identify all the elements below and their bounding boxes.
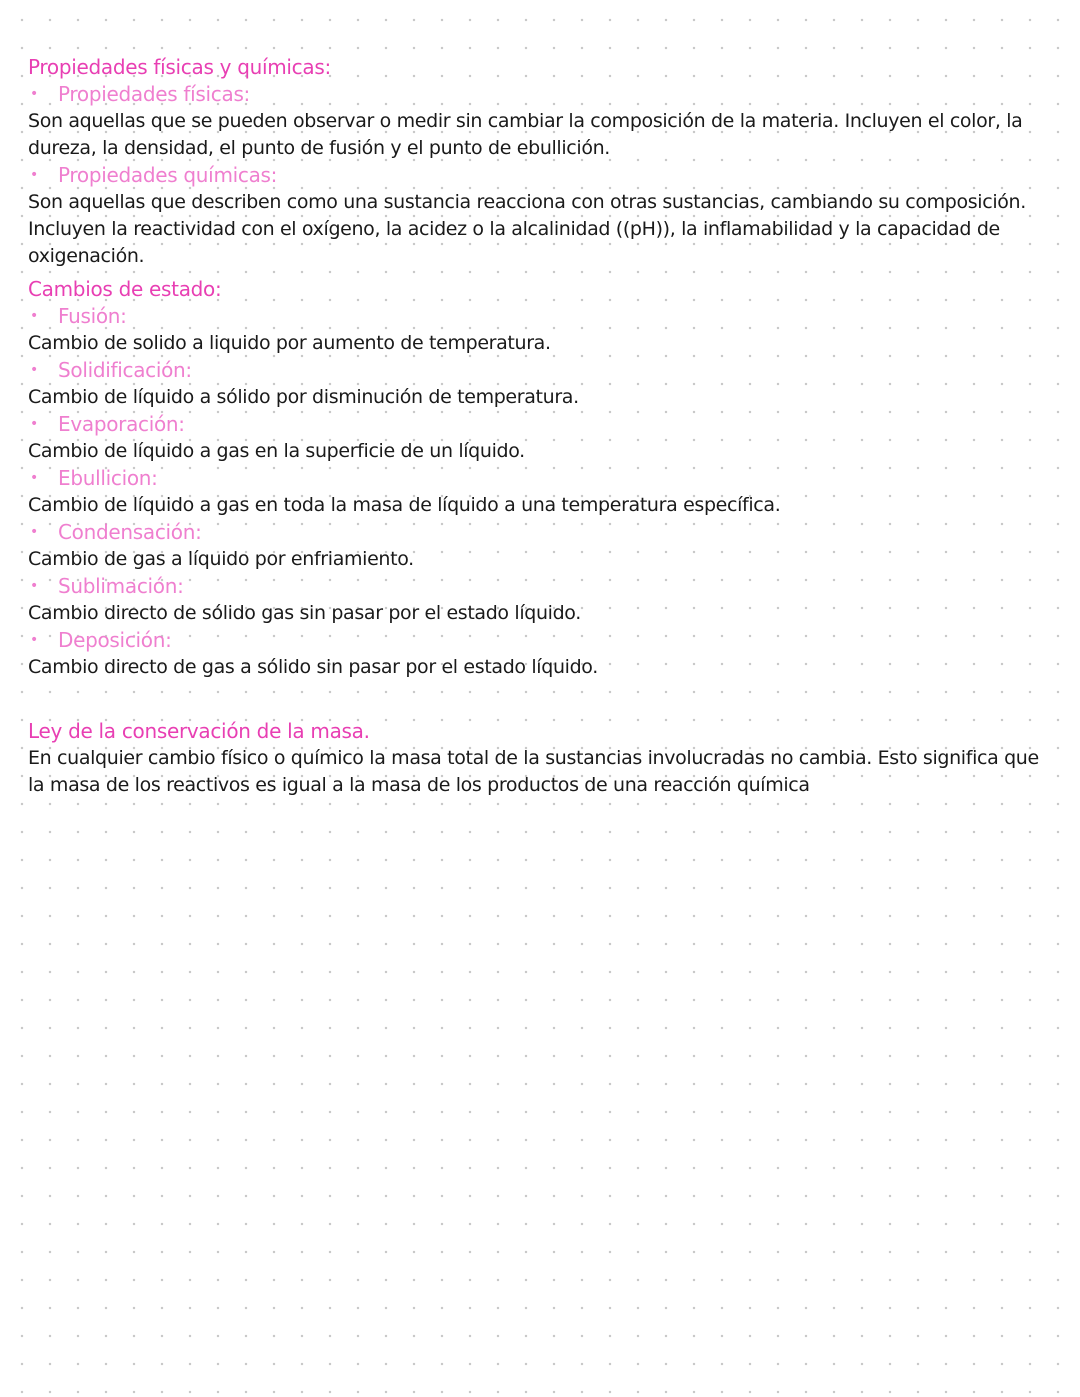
bullet-icon: • xyxy=(30,416,38,432)
paragraph-deposition: Cambio directo de gas a sólido sin pasar por el estado líquido. xyxy=(28,656,598,678)
subheading-fusion: Fusión: xyxy=(58,304,127,328)
bullet-icon: • xyxy=(30,167,38,183)
paragraph-physical-properties: Son aquellas que se pueden observar o medir sin cambiar la composición de la materia. Incluyen el color, la dureza, la densidad, el punto de fusión y el punto de ebullición. xyxy=(28,110,1023,159)
paragraph-chemical-properties: Son aquellas que describen como una sustancia reacciona con otras sustancias, cambiando su composición. Incluyen la reactividad con el oxígeno, la acidez o la alcalinidad ((pH)), la inflamabilidad y la capacidad de oxigenación. xyxy=(28,191,1026,267)
bullet-item xyxy=(28,162,1058,189)
bullet-item xyxy=(28,411,1058,438)
section-heading: Propiedades físicas y químicas: xyxy=(28,55,331,79)
subheading-sublimation: Sublimación: xyxy=(58,574,184,598)
subheading-physical-properties: Propiedades físicas: xyxy=(58,82,250,106)
paragraph-evaporation: Cambio de líquido a gas en la superficie de un líquido. xyxy=(28,440,525,462)
paragraph-sublimation: Cambio directo de sólido gas sin pasar por el estado líquido. xyxy=(28,602,581,624)
bullet-icon: • xyxy=(30,308,38,324)
paragraph-fusion: Cambio de solido a liquido por aumento de temperatura. xyxy=(28,332,551,354)
section-heading: Ley de la conservación de la masa. xyxy=(28,719,370,743)
bullet-icon: • xyxy=(30,632,38,648)
section-physical-chemical-properties xyxy=(28,54,1058,270)
bullet-icon: • xyxy=(30,524,38,540)
section-mass-conservation xyxy=(28,718,1058,799)
subheading-condensation: Condensación: xyxy=(58,520,202,544)
paragraph-solidification: Cambio de líquido a sólido por disminución de temperatura. xyxy=(28,386,579,408)
subheading-deposition: Deposición: xyxy=(58,628,172,652)
bullet-item xyxy=(28,573,1058,600)
subheading-boiling: Ebullicion: xyxy=(58,466,158,490)
bullet-icon: • xyxy=(30,86,38,102)
subheading-evaporation: Evaporación: xyxy=(58,412,185,436)
section-heading: Cambios de estado: xyxy=(28,277,222,301)
section-state-changes xyxy=(28,276,1058,681)
paragraph-boiling: Cambio de líquido a gas en toda la masa de líquido a una temperatura específica. xyxy=(28,494,781,516)
bullet-item xyxy=(28,357,1058,384)
bullet-item xyxy=(28,81,1058,108)
bullet-icon: • xyxy=(30,470,38,486)
paragraph-condensation: Cambio de gas a líquido por enfriamiento. xyxy=(28,548,414,570)
bullet-icon: • xyxy=(30,578,38,594)
paragraph-mass-conservation: En cualquier cambio físico o químico la masa total de la sustancias involucradas no cambia. Esto significa que la masa de los reactivos es igual a la masa de los productos de una reacción química xyxy=(28,747,1039,796)
bullet-item xyxy=(28,519,1058,546)
subheading-solidification: Solidificación: xyxy=(58,358,192,382)
subheading-chemical-properties: Propiedades químicas: xyxy=(58,163,278,187)
bullet-icon: • xyxy=(30,362,38,378)
bullet-item xyxy=(28,465,1058,492)
bullet-item xyxy=(28,303,1058,330)
bullet-item xyxy=(28,627,1058,654)
